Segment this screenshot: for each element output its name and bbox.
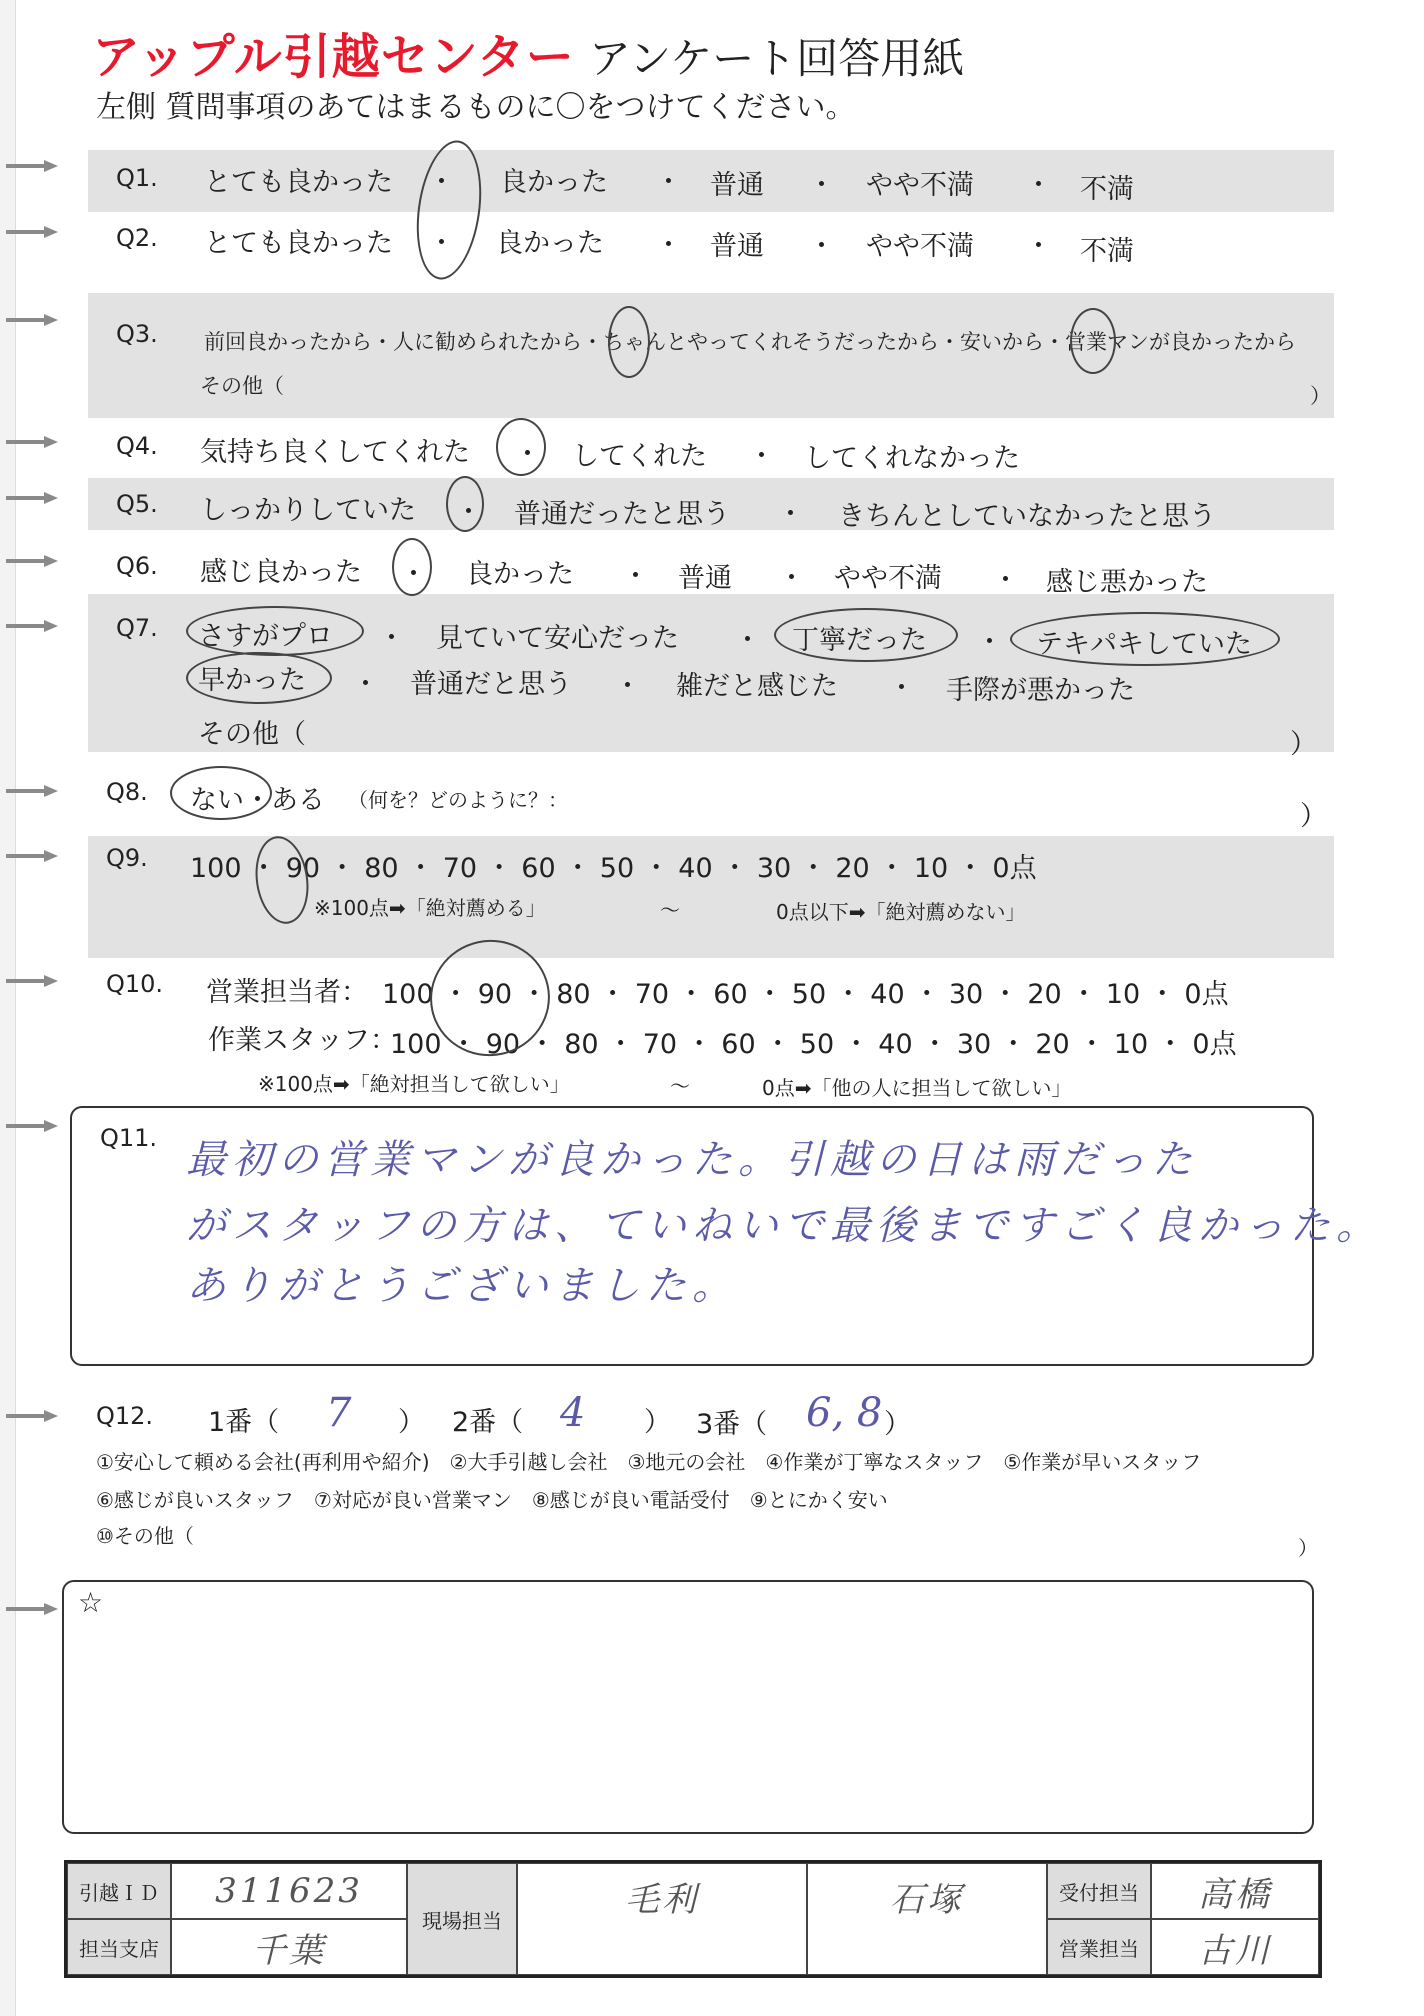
site-staff-2 (807, 1863, 1047, 1975)
q12-choices: ⑥感じが良いスタッフ ⑦対応が良い営業マン ⑧感じが良い電話受付 ⑨とにかく安い (96, 1488, 888, 1512)
arrow-icon (6, 850, 60, 862)
separator: ・ (1025, 170, 1052, 201)
q10-number: Q10. (106, 970, 164, 998)
branch-value (171, 1919, 407, 1975)
answer-mark (1070, 308, 1116, 374)
q7-option[interactable]: 普通だと思う (410, 669, 572, 700)
q9-note-right: 0点以下➡「絶対薦めない」 (776, 900, 1026, 924)
arrow-icon (6, 492, 60, 504)
q5-option[interactable]: きちんとしていなかったと思う (838, 501, 1216, 532)
q1-option[interactable]: とても良かった (204, 167, 393, 198)
arrow-icon (6, 314, 60, 326)
instruction: 左側 質問事項のあてはまるものに〇をつけてください。 (96, 90, 856, 125)
q1-option[interactable]: 普通 (710, 170, 764, 201)
q7-close: ） (1290, 729, 1317, 760)
answer-mark (774, 608, 958, 662)
q10-sales-label: 営業担当者： (206, 977, 368, 1008)
q3-other[interactable]: その他（ (200, 374, 284, 398)
arrow-icon (6, 785, 60, 797)
free-comment-box[interactable] (62, 1580, 1314, 1834)
separator: ・ (992, 565, 1019, 596)
reception-text: 高橋 (1198, 1874, 1272, 1915)
separator: ・ (614, 671, 641, 702)
q9-scale[interactable]: 100 ・ 90 ・ 80 ・ 70 ・ 60 ・ 50 ・ 40 ・ 30 ・ 20 ・ 10 ・ 0点 (190, 853, 1037, 884)
arrow-icon (6, 620, 60, 632)
separator: ・ (655, 230, 682, 261)
star-icon: ☆ (78, 1586, 104, 1619)
q11-answer-line: ありがとうございました。 (186, 1263, 738, 1309)
sales-value (1151, 1919, 1319, 1975)
arrow-icon (6, 975, 60, 987)
binding-edge (0, 0, 16, 2016)
page-title (92, 18, 965, 85)
answer-mark (496, 418, 546, 476)
q12-choices: ⑩その他（ (96, 1524, 194, 1548)
q8-detail[interactable]: （何を？どのように？： (348, 788, 568, 812)
q11-number: Q11. (100, 1124, 158, 1152)
separator: ・ (976, 627, 1003, 658)
arrow-icon (6, 1120, 60, 1132)
separator: ・ (808, 170, 835, 201)
q4-number: Q4. (116, 432, 158, 460)
q2-option[interactable]: やや不満 (866, 231, 974, 262)
separator: ・ (888, 673, 915, 704)
q7-option[interactable]: さすがプロ (198, 621, 333, 652)
q6-option[interactable]: 普通 (678, 563, 732, 594)
q11-answer-line: がスタッフの方は、ていねいで最後まですごく良かった。 (186, 1203, 1382, 1249)
q6-option[interactable]: 感じ良かった (200, 557, 362, 588)
answer-mark (170, 766, 272, 820)
q1-number: Q1. (116, 164, 158, 192)
form-title: アンケート回答用紙 (588, 34, 965, 83)
q1-option[interactable]: やや不満 (866, 170, 974, 201)
q6-option[interactable]: 感じ悪かった (1046, 567, 1208, 598)
q12-choices-close: ） (1298, 1536, 1318, 1560)
separator: ・ (778, 563, 805, 594)
site-staff-1 (517, 1863, 807, 1975)
q7-option[interactable]: 丁寧だった (792, 625, 927, 656)
separator: ・ (748, 441, 775, 472)
q7-option[interactable]: 早かった (198, 665, 306, 696)
separator: ・ (514, 439, 541, 470)
q10-tilde: ～ (670, 1074, 690, 1098)
q8-options[interactable]: ない・ある (190, 785, 325, 816)
separator: ・ (428, 228, 455, 259)
branch-text: 千葉 (252, 1930, 326, 1971)
sales-text: 古川 (1198, 1930, 1272, 1971)
q7-option[interactable]: 見ていて安心だった (436, 623, 679, 654)
separator: ・ (777, 499, 804, 530)
separator: ・ (622, 561, 649, 592)
q3-options[interactable]: 前回良かったから・人に勧められたから・ちゃんとやってくれそうだったから・安いから・営業マンが良かったから (204, 330, 1296, 354)
q12-number: Q12. (96, 1402, 154, 1430)
staff-table (64, 1860, 1322, 1978)
separator: ・ (734, 625, 761, 656)
move-id-label: 引越ＩＤ (67, 1863, 171, 1919)
q9-number: Q9. (106, 844, 148, 872)
answer-mark (392, 538, 432, 596)
q3-close: ） (1310, 384, 1331, 408)
arrow-icon (6, 1603, 60, 1615)
q2-option[interactable]: とても良かった (204, 228, 393, 259)
q5-option[interactable]: しっかりしていた (200, 495, 416, 526)
arrow-icon (6, 160, 60, 172)
q10-sales-scale[interactable]: 100 ・ 90 ・ 80 ・ 70 ・ 60 ・ 50 ・ 40 ・ 30 ・ 20 ・ 10 ・ 0点 (382, 979, 1229, 1010)
arrow-icon (6, 436, 60, 448)
site-staff-1-text: 毛利 (625, 1880, 699, 1920)
move-id-text: 311623 (215, 1871, 363, 1911)
separator: ・ (428, 167, 455, 198)
q2-number: Q2. (116, 224, 158, 252)
q6-option[interactable]: 良かった (466, 559, 574, 590)
separator: ・ (378, 623, 405, 654)
q9-note-left: ※100点➡「絶対薦める」 (314, 896, 546, 920)
q12-close: ） (644, 1407, 671, 1438)
arrow-icon (6, 226, 60, 238)
q4-option[interactable]: 気持ち良くしてくれた (200, 437, 470, 468)
separator: ・ (400, 559, 427, 590)
q10-note-right: 0点➡「他の人に担当して欲しい」 (762, 1076, 1072, 1100)
reception-label: 受付担当 (1047, 1863, 1151, 1919)
answer-mark (446, 476, 484, 532)
q5-number: Q5. (116, 490, 158, 518)
q1-option[interactable]: 不満 (1080, 174, 1134, 205)
q7-number: Q7. (116, 614, 158, 642)
q7-option[interactable]: 手際が悪かった (946, 675, 1135, 706)
q6-number: Q6. (116, 552, 158, 580)
site-staff-2-text: 石塚 (890, 1880, 964, 1920)
answer-mark (1010, 612, 1280, 666)
q7-option[interactable]: テキパキしていた (1036, 629, 1252, 660)
q4-option[interactable]: してくれた (572, 441, 707, 472)
q7-option[interactable]: 雑だと感じた (676, 671, 838, 702)
separator: ・ (808, 231, 835, 262)
answer-mark (186, 606, 364, 656)
q2-option[interactable]: 良かった (496, 228, 604, 259)
q12-first-value[interactable]: 7 (326, 1390, 352, 1436)
q12-first-label: 1番（ (208, 1407, 280, 1438)
site-label: 現場担当 (407, 1863, 517, 1975)
q10-staff-label: 作業スタッフ： (208, 1025, 397, 1056)
sales-label: 営業担当 (1047, 1919, 1151, 1975)
q8-number: Q8. (106, 778, 148, 806)
separator: ・ (655, 167, 682, 198)
answer-mark (186, 652, 332, 704)
brand-name: アップル引越センター (92, 29, 575, 85)
q5-option[interactable]: 普通だったと思う (514, 499, 730, 530)
q12-second-label: 2番（ (452, 1407, 524, 1438)
q9-tilde: ～ (660, 898, 680, 922)
q2-option[interactable]: 不満 (1080, 236, 1134, 267)
q12-close: ） (884, 1409, 911, 1440)
q12-third-value[interactable]: 6, 8 (806, 1390, 883, 1436)
q10-staff-scale[interactable]: 100 ・ 90 ・ 80 ・ 70 ・ 60 ・ 50 ・ 40 ・ 30 ・ 20 ・ 10 ・ 0点 (390, 1029, 1237, 1060)
q3-number: Q3. (116, 320, 158, 348)
separator: ・ (1025, 231, 1052, 262)
q12-choices: ①安心して頼める会社(再利用や紹介) ②大手引越し会社 ③地元の会社 ④作業が丁寧なスタッフ ⑤作業が早いスタッフ (96, 1450, 1202, 1474)
separator: ・ (455, 497, 482, 528)
reception-value (1151, 1863, 1319, 1919)
q11-answer-line: 最初の営業マンが良かった。引越の日は雨だった (186, 1137, 1198, 1183)
arrow-icon (6, 555, 60, 567)
q6-option[interactable]: やや不満 (834, 563, 942, 594)
arrow-icon (6, 1410, 60, 1422)
answer-mark (608, 306, 650, 378)
q12-second-value[interactable]: 4 (560, 1390, 586, 1436)
q10-note-left: ※100点➡「絶対担当して欲しい」 (258, 1072, 570, 1096)
q12-close: ） (398, 1407, 425, 1438)
q1-option[interactable]: 良かった (500, 167, 608, 198)
q4-option[interactable]: してくれなかった (804, 443, 1020, 474)
branch-label: 担当支店 (67, 1919, 171, 1975)
q12-third-label: 3番（ (696, 1409, 768, 1440)
q7-other[interactable]: その他（ (198, 719, 306, 750)
move-id-value (171, 1863, 407, 1919)
separator: ・ (352, 669, 379, 700)
q2-option[interactable]: 普通 (710, 231, 764, 262)
q8-close: ） (1300, 801, 1327, 832)
